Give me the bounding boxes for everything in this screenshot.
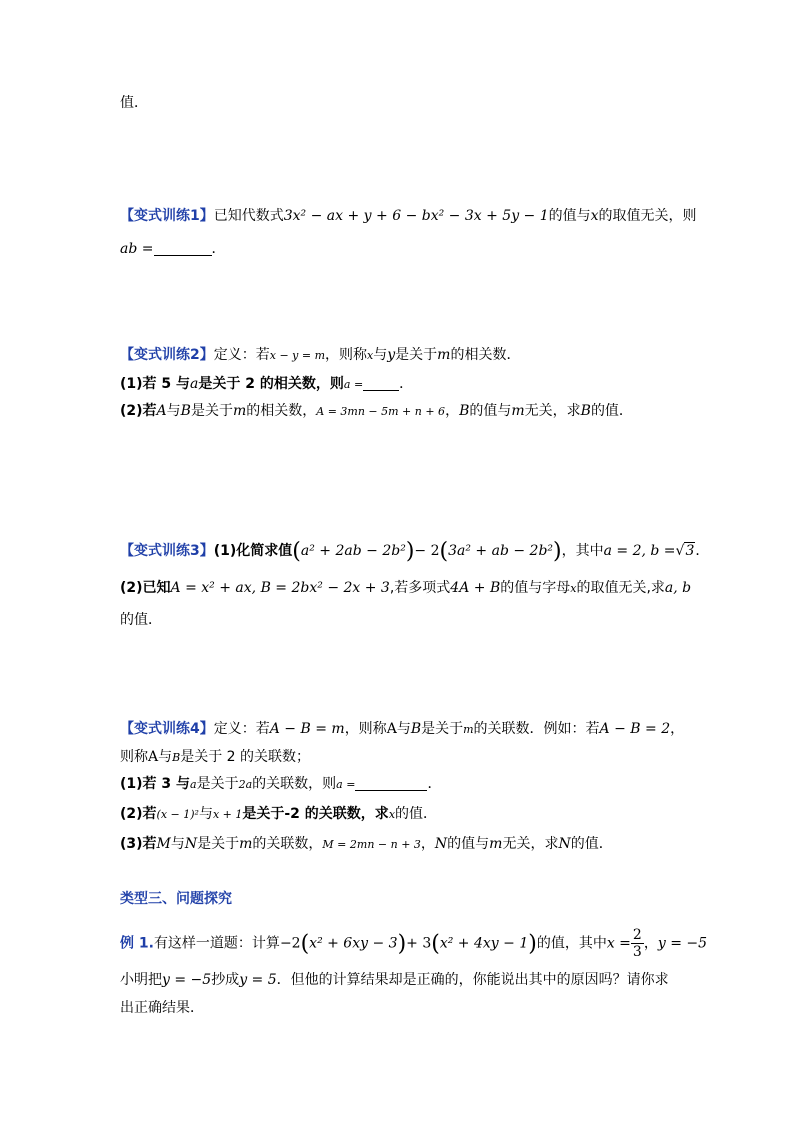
- exercise-4-line-2: 则称A与B是关于 2 的关联数；: [120, 749, 311, 765]
- answer-blank[interactable]: [355, 776, 427, 791]
- example-1-tag: 例 1.: [120, 935, 154, 952]
- exercise-1-expression: 3x² − ax + y + 6 − bx² − 3x + 5y − 1: [283, 208, 549, 224]
- exercise-4-question-2: (2)若(x − 1)²与x + 1是关于-2 的关联数，求x的值．: [120, 806, 438, 822]
- exercise-2-question-2: (2)若A与B是关于m的相关数，A = 3mn − 5m + n + 6，B的值与m无关，求B的值．: [120, 403, 633, 419]
- section-heading: 类型三、问题探究: [120, 891, 232, 907]
- exercise-1-tag: 【变式训练1】: [120, 208, 214, 224]
- continued-text: 值．: [120, 95, 148, 111]
- exercise-4-question-3: (3)若M与N是关于m的关联数，M = 2mn − n + 3，N的值与m无关，求N的值．: [120, 836, 613, 852]
- exercise-2-line-1: 【变式训练2】定义：若x − y = m，则称x与y是关于m的相关数．: [120, 347, 521, 363]
- example-1-line-3: 出正确结果．: [120, 1000, 204, 1016]
- exercise-2-tag: 【变式训练2】: [120, 347, 214, 363]
- answer-blank[interactable]: [363, 376, 399, 391]
- fraction: $\frac{2}{3}$: [632, 927, 642, 960]
- sqrt-symbol: √3: [675, 543, 695, 559]
- exercise-4-tag: 【变式训练4】: [120, 721, 214, 737]
- exercise-2-question-1: (1)若 5 与a是关于 2 的相关数，则a = ．: [120, 376, 414, 392]
- exercise-4-question-1: (1)若 3 与a是关于2a的关联数，则a = ．: [120, 776, 442, 792]
- exercise-3-question-2: (2)已知A = x² + ax, B = 2bx² − 2x + 3,若多项式4A + B的值与字母x的取值无关,求a, b: [120, 580, 692, 596]
- exercise-3-question-2-cont: 的值．: [120, 612, 162, 628]
- answer-blank[interactable]: [154, 241, 212, 256]
- exercise-3-tag: 【变式训练3】: [120, 543, 214, 559]
- exercise-1-line-1: 【变式训练1】已知代数式3x² − ax + y + 6 − bx² − 3x + 5y − 1的值与x的取值无关，则: [120, 208, 697, 224]
- example-1-line-1: 例 1.有这样一道题：计算−2(x² + 6xy − 3)+ 3(x² + 4xy − 1)的值，其中x = $\frac{2}{3}$ ，y = −5: [120, 927, 708, 960]
- example-1-line-2: 小明把y = −5抄成y = 5．但他的计算结果却是正确的，你能说出其中的原因吗？请你求: [120, 972, 669, 988]
- exercise-4-line-1: 【变式训练4】定义：若A − B = m，则称A与B是关于m的关联数．例如：若A − B = 2，: [120, 721, 685, 737]
- exercise-1-line-2: ab = ．: [120, 241, 226, 257]
- exercise-3-question-1: 【变式训练3】(1)化简求值(a² + 2ab − 2b²)− 2(3a² + ab − 2b²)，其中a = 2, b =√3．: [120, 539, 710, 564]
